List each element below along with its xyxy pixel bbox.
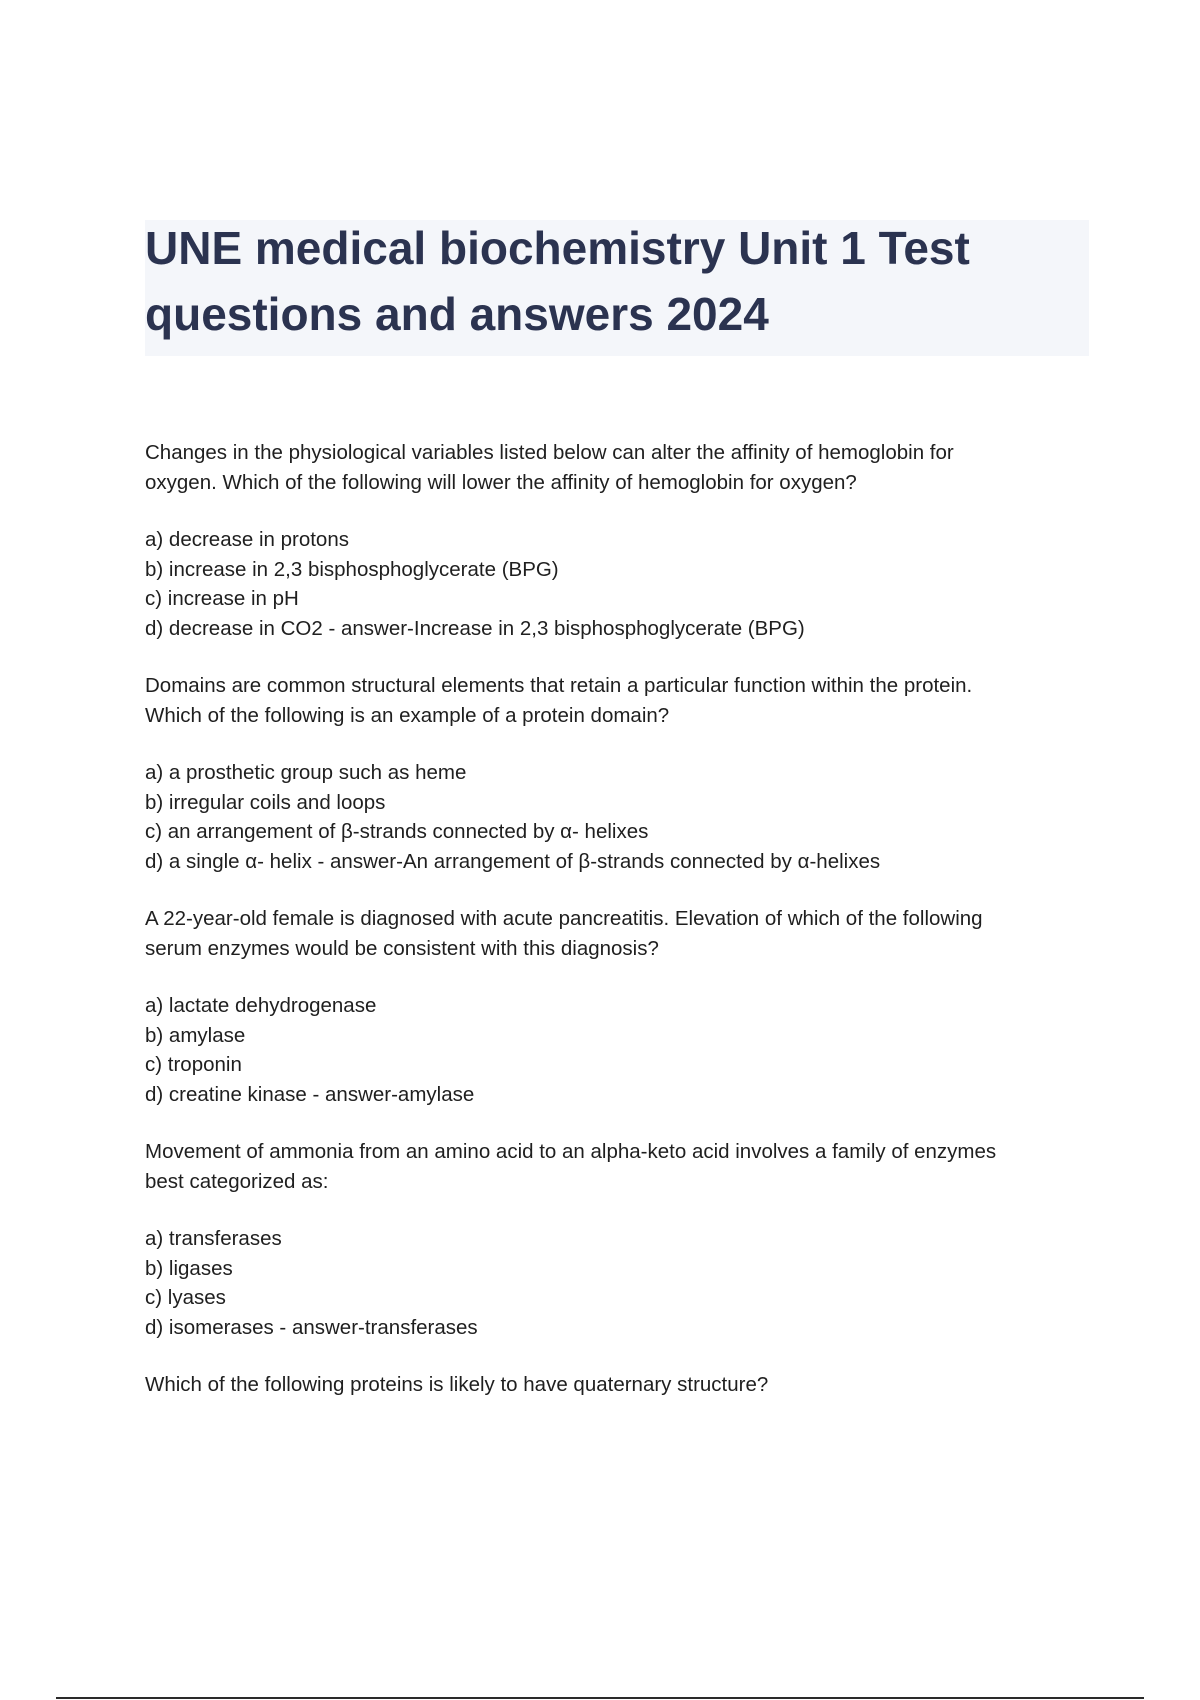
question-text-line: Domains are common structural elements that retain a particular function within the protein.: [145, 674, 973, 697]
answer-options: [145, 991, 1085, 1109]
answer-option: b) ligases: [145, 1256, 233, 1280]
question-list: [145, 438, 1085, 1428]
question-block-1: [145, 438, 1085, 643]
answer-option: a) a prosthetic group such as heme: [145, 761, 467, 784]
answer-option: b) irregular coils and loops: [145, 790, 386, 814]
question-text-line: Which of the following is an example of a protein domain?: [145, 703, 670, 727]
answer-options: [145, 525, 1085, 643]
answer-option: b) amylase: [145, 1023, 246, 1047]
answer-option-with-key: d) creatine kinase - answer-amylase: [145, 1082, 475, 1106]
question-text-line: Changes in the physiological variables listed below can alter the affinity of hemoglobin for: [145, 441, 954, 464]
question-block-2: [145, 671, 1085, 876]
answer-option: c) lyases: [145, 1286, 226, 1309]
question-text: [145, 1370, 1085, 1400]
document-title-line-2: questions and answers 2024: [145, 288, 769, 340]
question-block-3: [145, 904, 1085, 1109]
question-text-line: serum enzymes would be consistent with this diagnosis?: [145, 936, 659, 960]
answer-option: c) increase in pH: [145, 587, 299, 610]
question-text: [145, 1137, 1085, 1196]
answer-option: a) decrease in protons: [145, 528, 349, 551]
question-text: [145, 438, 1085, 497]
question-text-line: oxygen. Which of the following will lower the affinity of hemoglobin for oxygen?: [145, 470, 857, 494]
answer-option: a) transferases: [145, 1227, 282, 1250]
document-title-line-1: UNE medical biochemistry Unit 1 Test: [145, 222, 970, 274]
answer-option-with-key: d) a single α- helix - answer-An arrangement of β-strands connected by α-helixes: [145, 849, 881, 873]
question-text-line: Which of the following proteins is likely to have quaternary structure?: [145, 1373, 769, 1396]
question-text-line: Movement of ammonia from an amino acid to an alpha-keto acid involves a family of enzymes: [145, 1140, 997, 1163]
answer-option: a) lactate dehydrogenase: [145, 994, 377, 1017]
answer-options: [145, 758, 1085, 876]
answer-option-with-key: d) isomerases - answer-transferases: [145, 1315, 478, 1339]
answer-option: b) increase in 2,3 bisphosphoglycerate (BPG): [145, 557, 559, 581]
title-banner: [145, 220, 1089, 356]
answer-options: [145, 1224, 1085, 1342]
question-block-4: [145, 1137, 1085, 1342]
question-block-5: [145, 1370, 1085, 1400]
question-text: [145, 904, 1085, 963]
answer-option-with-key: d) decrease in CO2 - answer-Increase in 2,3 bisphosphoglycerate (BPG): [145, 616, 805, 640]
footer-divider: [56, 1697, 1144, 1699]
answer-option: c) troponin: [145, 1053, 242, 1076]
question-text-line: A 22-year-old female is diagnosed with acute pancreatitis. Elevation of which of the following: [145, 907, 983, 930]
answer-option: c) an arrangement of β-strands connected by α- helixes: [145, 820, 649, 843]
question-text: [145, 671, 1085, 730]
question-text-line: best categorized as:: [145, 1169, 329, 1193]
